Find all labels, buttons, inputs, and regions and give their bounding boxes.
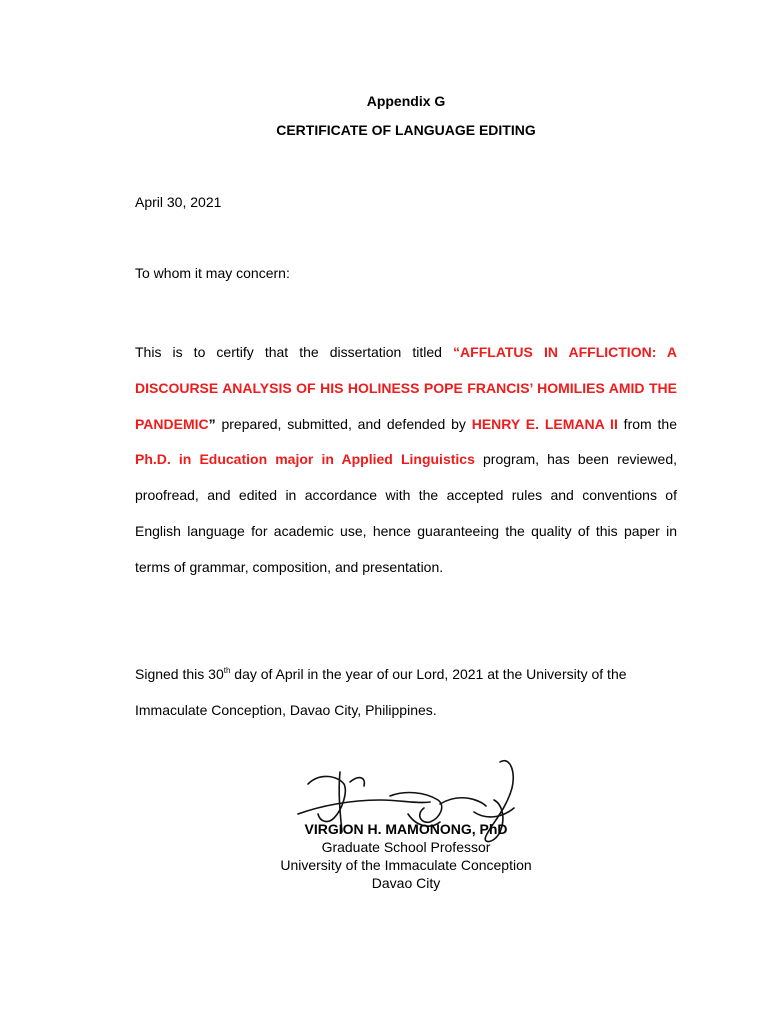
letter-date: April 30, 2021 xyxy=(135,194,222,210)
signatory-city: Davao City xyxy=(371,875,441,891)
salutation: To whom it may concern: xyxy=(135,265,290,281)
certification-mid-1: prepared, submitted, and defended by xyxy=(215,415,472,432)
close-quote: ” xyxy=(208,415,216,432)
signed-paragraph xyxy=(135,657,677,729)
author-name: HENRY E. LEMANA II xyxy=(471,415,618,432)
signatory-name: VIRGION H. MAMONONG, PhD xyxy=(304,821,508,837)
certification-paragraph xyxy=(135,335,677,586)
certification-rest: program, has been reviewed, proofread, and edited in accordance with the accepted rules and conventions of English language for academic use, hence guaranteeing the quality of this paper in terms of grammar, composition, and presentation. xyxy=(135,451,677,575)
document-title: CERTIFICATE OF LANGUAGE EDITING xyxy=(276,122,536,138)
program-name: Ph.D. in Education major in Applied Linguistics xyxy=(135,451,475,468)
signatory-institution: University of the Immaculate Conception xyxy=(280,857,532,873)
signatory-block xyxy=(0,820,768,892)
open-quote: “ xyxy=(453,344,461,360)
certification-intro: This is to certify that the dissertation titled xyxy=(135,344,454,360)
signed-suffix: day of April in the year of our Lord, 2021 at the University of the Immaculate Conception, Davao City, Philippines. xyxy=(135,666,627,718)
appendix-label: Appendix G xyxy=(366,93,446,109)
ordinal-suffix: th xyxy=(223,666,231,675)
signed-prefix: Signed this 30 xyxy=(135,666,224,682)
signatory-position: Graduate School Professor xyxy=(321,839,491,855)
dissertation-title: AFFLATUS IN AFFLICTION: A DISCOURSE ANALYSIS OF HIS HOLINESS POPE FRANCIS’ HOMILIES AMID THE PANDEMIC xyxy=(135,344,678,432)
certification-mid-2: from the xyxy=(617,415,677,432)
